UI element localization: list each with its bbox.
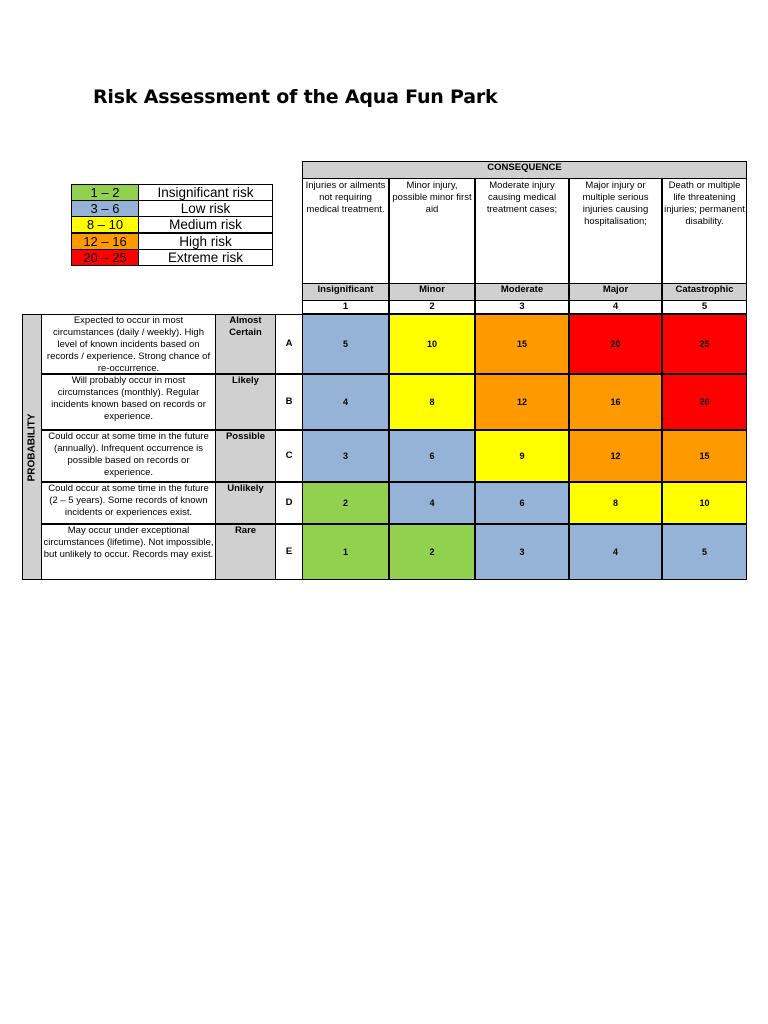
probability-desc-a-text: Expected to occur in most circumstances (daily / weekly). High level of known incidents based on records / experience. Strong chance of re-occurrence. (46, 315, 211, 374)
legend-swatch-4-text: 12 – 16 (83, 234, 127, 249)
probability-header-text: PROBABILITY (26, 413, 38, 481)
risk-cell-c5-text: 15 (699, 451, 710, 461)
risk-cell-d4 (569, 482, 662, 524)
risk-cell-e1 (302, 524, 389, 580)
probability-header (22, 314, 42, 580)
risk-cell-d1-text: 2 (342, 498, 348, 508)
risk-cell-b3-text: 12 (516, 397, 527, 407)
consequence-desc-5-text: Death or multiple life threatening injuries; permanent disability. (664, 180, 745, 227)
risk-cell-d3 (475, 482, 569, 524)
risk-cell-c1 (302, 430, 389, 482)
legend-swatch-2-text: 3 – 6 (90, 201, 120, 216)
risk-cell-d1 (302, 482, 389, 524)
consequence-num-2 (389, 300, 475, 314)
probability-letter-c (275, 430, 303, 482)
consequence-desc-3-text: Moderate injury causing medical treatment cases; (486, 180, 558, 215)
legend-label-1 (138, 184, 273, 201)
legend-swatch-3-text: 8 – 10 (86, 217, 124, 232)
consequence-header-text: CONSEQUENCE (487, 162, 562, 173)
risk-cell-a1-text: 5 (342, 339, 348, 349)
consequence-name-2-text: Minor (419, 284, 445, 295)
consequence-header (302, 161, 747, 179)
legend-swatch-2 (71, 200, 139, 217)
consequence-num-5 (662, 300, 747, 314)
risk-cell-e4-text: 4 (612, 547, 618, 557)
risk-cell-a5 (662, 314, 747, 374)
consequence-num-4-text: 4 (612, 301, 619, 312)
consequence-name-3 (475, 283, 569, 301)
risk-cell-b4 (569, 374, 662, 430)
risk-cell-e5-text: 5 (701, 547, 707, 557)
probability-letter-d-text: D (285, 497, 293, 508)
legend-label-2-text: Low risk (180, 201, 231, 216)
risk-cell-b1 (302, 374, 389, 430)
legend-label-5 (138, 249, 273, 266)
probability-desc-b (41, 374, 216, 430)
legend-label-4 (138, 233, 273, 250)
risk-cell-b4-text: 16 (610, 397, 621, 407)
probability-letter-d (275, 482, 303, 524)
legend-swatch-1-text: 1 – 2 (90, 185, 120, 200)
probability-name-d-text: Unlikely (227, 483, 264, 494)
legend-label-4-text: High risk (179, 234, 232, 249)
probability-name-e-text: Rare (234, 525, 257, 536)
risk-cell-a5-text: 25 (699, 339, 710, 349)
probability-desc-a (41, 314, 216, 374)
consequence-desc-1 (302, 178, 389, 284)
risk-cell-c2 (389, 430, 475, 482)
probability-desc-d-text: Could occur at some time in the future (2 – 5 years). Some records of known incidents or experiences exist. (48, 483, 209, 518)
consequence-name-3-text: Moderate (500, 284, 544, 295)
probability-letter-b-text: B (285, 396, 293, 407)
risk-cell-b3 (475, 374, 569, 430)
risk-cell-d5-text: 10 (699, 498, 710, 508)
probability-letter-b (275, 374, 303, 430)
consequence-num-4 (569, 300, 662, 314)
risk-cell-b1-text: 4 (342, 397, 348, 407)
risk-cell-d5 (662, 482, 747, 524)
probability-name-a (215, 314, 276, 374)
probability-letter-a-text: A (285, 338, 293, 349)
consequence-desc-4-text: Major injury or multiple serious injuries causing hospitalisation; (582, 180, 649, 227)
consequence-name-1 (302, 283, 389, 301)
probability-letter-e (275, 524, 303, 580)
probability-name-b-text: Likely (232, 375, 259, 386)
risk-cell-a2-text: 10 (426, 339, 437, 349)
probability-name-d (215, 482, 276, 524)
risk-cell-b2 (389, 374, 475, 430)
consequence-desc-1-text: Injuries or ailments not requiring medical treatment. (305, 180, 386, 215)
probability-desc-c (41, 430, 216, 482)
probability-desc-e (41, 524, 216, 580)
probability-desc-e-text: May occur under exceptional circumstances (lifetime). Not impossible, but unlikely to occur. Records may exist. (43, 525, 214, 560)
probability-desc-b-text: Will probably occur in most circumstances (monthly). Regular incidents known based on records or experience. (51, 375, 206, 422)
risk-cell-c3-text: 9 (519, 451, 525, 461)
probability-letter-c-text: C (285, 450, 293, 461)
probability-desc-d (41, 482, 216, 524)
page-title: Risk Assessment of the Aqua Fun Park (93, 86, 498, 108)
consequence-name-1-text: Insignificant (317, 284, 374, 295)
probability-name-c-text: Possible (225, 431, 266, 442)
risk-cell-e2-text: 2 (429, 547, 435, 557)
consequence-desc-3 (475, 178, 569, 284)
risk-cell-a2 (389, 314, 475, 374)
consequence-desc-5 (662, 178, 747, 284)
probability-name-e (215, 524, 276, 580)
consequence-name-5 (662, 283, 747, 301)
consequence-name-4 (569, 283, 662, 301)
consequence-num-2-text: 2 (429, 301, 435, 312)
risk-cell-d4-text: 8 (612, 498, 618, 508)
consequence-name-4-text: Major (602, 284, 629, 295)
probability-letter-a (275, 314, 303, 374)
risk-cell-e5 (662, 524, 747, 580)
legend-swatch-1 (71, 184, 139, 201)
probability-name-a-text: Almost Certain (229, 315, 262, 338)
legend-swatch-5 (71, 249, 139, 266)
risk-cell-c4 (569, 430, 662, 482)
risk-cell-d3-text: 6 (519, 498, 525, 508)
consequence-num-3 (475, 300, 569, 314)
consequence-num-5-text: 5 (701, 301, 708, 312)
risk-cell-e2 (389, 524, 475, 580)
risk-cell-c4-text: 12 (610, 451, 621, 461)
risk-cell-d2 (389, 482, 475, 524)
risk-cell-c2-text: 6 (429, 451, 435, 461)
legend-swatch-5-text: 20 – 25 (83, 250, 127, 265)
risk-cell-a3 (475, 314, 569, 374)
consequence-num-1-text: 1 (342, 301, 349, 312)
risk-cell-b2-text: 8 (429, 397, 435, 407)
risk-cell-e3-text: 3 (519, 547, 525, 557)
risk-cell-a3-text: 15 (516, 339, 527, 349)
legend-label-3-text: Medium risk (169, 217, 242, 232)
consequence-name-2 (389, 283, 475, 301)
risk-cell-a4-text: 20 (610, 339, 621, 349)
probability-letter-e-text: E (285, 546, 293, 557)
legend-label-5-text: Extreme risk (167, 250, 243, 265)
consequence-num-3-text: 3 (519, 301, 525, 312)
legend-label-1-text: Insignificant risk (157, 185, 254, 200)
consequence-desc-2 (389, 178, 475, 284)
risk-cell-c3 (475, 430, 569, 482)
risk-cell-c1-text: 3 (342, 451, 348, 461)
legend-swatch-3 (71, 216, 139, 233)
risk-cell-e3 (475, 524, 569, 580)
risk-cell-e1-text: 1 (342, 547, 348, 557)
risk-cell-b5-text: 20 (699, 397, 710, 407)
legend-label-2 (138, 200, 273, 217)
risk-cell-a1 (302, 314, 389, 374)
probability-desc-c-text: Could occur at some time in the future (annually). Infrequent occurrence is possible based on records or experience. (48, 431, 209, 478)
probability-name-c (215, 430, 276, 482)
consequence-name-5-text: Catastrophic (675, 284, 734, 295)
risk-cell-e4 (569, 524, 662, 580)
consequence-num-1 (302, 300, 389, 314)
risk-cell-d2-text: 4 (429, 498, 435, 508)
risk-cell-b5 (662, 374, 747, 430)
consequence-desc-2-text: Minor injury, possible minor first aid (392, 180, 472, 215)
probability-name-b (215, 374, 276, 430)
risk-cell-a4 (569, 314, 662, 374)
legend-label-3 (138, 216, 273, 233)
legend-swatch-4 (71, 233, 139, 250)
risk-cell-c5 (662, 430, 747, 482)
consequence-desc-4 (569, 178, 662, 284)
